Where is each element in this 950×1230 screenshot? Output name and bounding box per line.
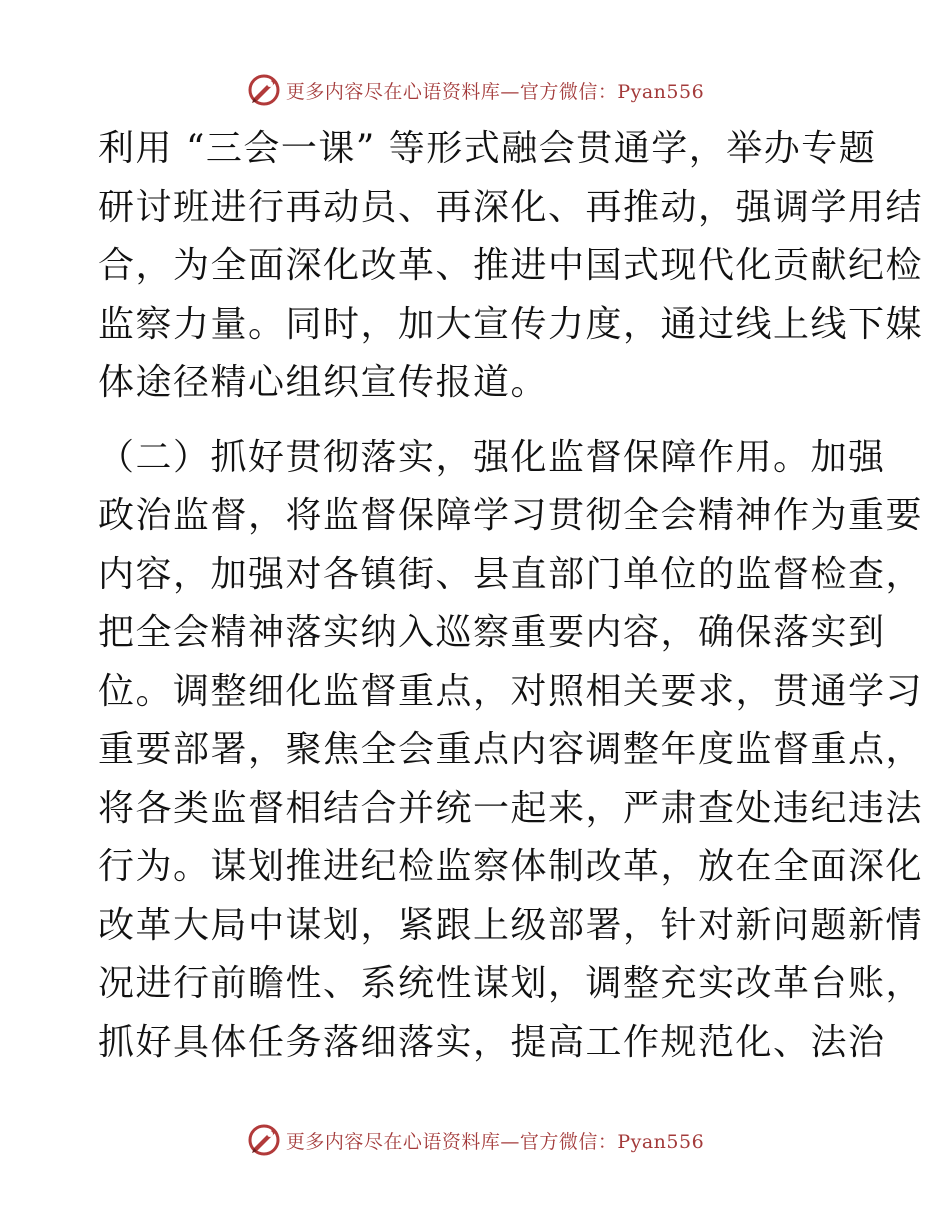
text-line: 合，为全面深化改革、推进中国式现代化贡献纪检 <box>98 245 924 286</box>
watermark-text: 更多内容尽在心语资料库—官方微信：Pyan556 <box>285 1130 705 1153</box>
text-line: 研讨班进行再动员、再深化、再推动，强调学用结 <box>98 186 924 228</box>
text-line: 重要部署，聚焦全会重点内容调整年度监督重点， <box>98 729 924 770</box>
text-line: 政治监督，将监督保障学习贯彻全会精神作为重要 <box>98 495 924 536</box>
text-line: 利用 “三会一课” 等形式融会贯通学，举办专题 <box>98 128 877 169</box>
text-line: （二）抓好贯彻落实，强化监督保障作用。加强 <box>98 436 886 478</box>
text-line: 体途径精心组织宣传报道。 <box>98 362 549 403</box>
watermark-text: 更多内容尽在心语资料库—官方微信：Pyan556 <box>285 80 705 103</box>
paragraph-gap <box>98 413 858 429</box>
footer-watermark <box>0 1120 950 1160</box>
paragraph <box>98 120 924 413</box>
text-line: 位。调整细化监督重点，对照相关要求，贯通学习 <box>98 670 924 712</box>
pen-logo-icon <box>246 1122 282 1158</box>
text-line: 将各类监督相结合并统一起来，严肃查处违纪违法 <box>98 787 924 829</box>
text-line: 把全会精神落实纳入巡察重要内容，确保落实到 <box>98 612 886 653</box>
header-watermark <box>0 70 950 110</box>
text-line: 内容，加强对各镇街、县直部门单位的监督检查， <box>98 553 924 595</box>
body-text <box>98 120 924 1072</box>
paragraph-container <box>98 120 924 1072</box>
text-line: 行为。谋划推进纪检监察体制改革，放在全面深化 <box>98 846 924 887</box>
text-line: 抓好具体任务落细落实，提高工作规范化、法治 <box>98 1021 886 1063</box>
text-line: 监察力量。同时，加大宣传力度，通过线上线下媒 <box>98 303 924 345</box>
text-line: 改革大局中谋划，紧跟上级部署，针对新问题新情 <box>98 904 924 946</box>
pen-logo-icon <box>246 72 282 108</box>
paragraph <box>98 429 924 1073</box>
text-line: 况进行前瞻性、系统性谋划，调整充实改革台账， <box>98 963 924 1004</box>
